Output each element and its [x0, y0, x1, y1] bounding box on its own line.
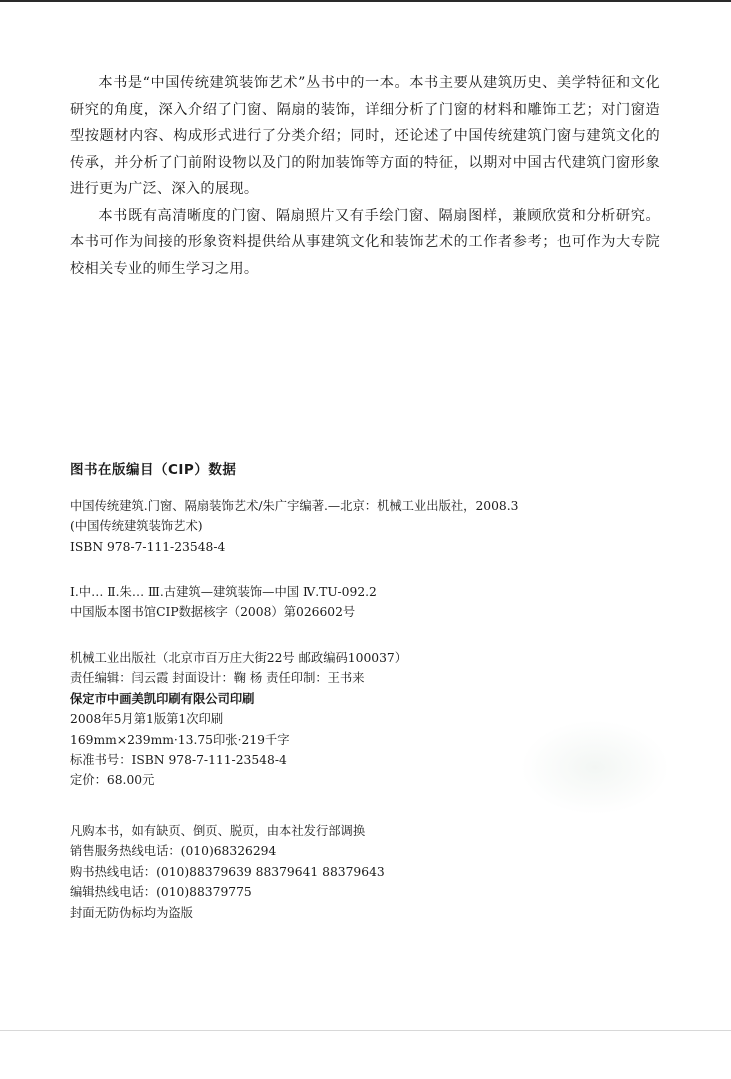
- intro-paragraph-1: 本书是“中国传统建筑装饰艺术”丛书中的一本。本书主要从建筑历史、美学特征和文化研究的角度，深入介绍了门窗、隔扇的装饰，详细分析了门窗的材料和雕饰工艺；对门窗造型按题材内容、构成形式进行了分类介绍；同时，还论述了中国传统建筑门窗与建筑文化的传承，并分析了门前附设物以及门的附加装饰等方面的特征，以期对中国古代建筑门窗形象进行更为广泛、深入的展现。: [70, 75, 660, 197]
- anti-piracy-notice-line: 封面无防伪标均为盗版: [70, 905, 193, 920]
- cip-title-line: 中国传统建筑.门窗、隔扇装饰艺术/朱广宇编著.—北京：机械工业出版社，2008.3: [70, 499, 519, 513]
- editors-line: 责任编辑：闫云霞 封面设计：鞠 杨 责任印制：王书来: [70, 671, 365, 686]
- cip-isbn-line: ISBN 978-7-111-23548-4: [70, 539, 226, 554]
- edition-line: 2008年5月第1版第1次印刷: [70, 712, 224, 727]
- purchase-hotline-line: 购书热线电话：(010)88379639 88379641 88379643: [70, 864, 385, 879]
- sales-hotline-line: 销售服务热线电话：(010)68326294: [70, 844, 277, 859]
- cip-heading: 图书在版编目（CIP）数据: [70, 462, 237, 478]
- sales-contact-info: [70, 821, 670, 923]
- top-border-rule: [0, 0, 731, 2]
- bottom-edge-rule: [0, 1030, 731, 1031]
- intro-paragraph-2: 本书既有高清晰度的门窗、隔扇照片又有手绘门窗、隔扇图样，兼顾欣赏和分析研究。本书可作为间接的形象资料提供给从事建筑文化和装饰艺术的工作者参考；也可作为大专院校相关专业的师生学习之用。: [70, 207, 660, 277]
- book-introduction: [70, 70, 660, 282]
- editorial-hotline-line: 编辑热线电话：(010)88379775: [70, 885, 252, 900]
- isbn-line: 标准书号：ISBN 978-7-111-23548-4: [70, 753, 287, 768]
- classification-record: [70, 582, 670, 623]
- subject-classification-line: Ⅰ.中… Ⅱ.朱… Ⅲ.古建筑—建筑装饰—中国 Ⅳ.TU-092.2: [70, 585, 377, 599]
- printer-line: 保定市中画美凯印刷有限公司印刷: [70, 690, 255, 706]
- price-line: 定价：68.00元: [70, 773, 155, 788]
- publisher-line: 机械工业出版社（北京市百万庄大街22号 邮政编码100037）: [70, 651, 408, 665]
- cip-number-line: 中国版本图书馆CIP数据核字（2008）第026602号: [70, 605, 356, 620]
- exchange-notice-line: 凡购本书，如有缺页、倒页、脱页，由本社发行部调换: [70, 824, 366, 838]
- cip-record: [70, 496, 670, 557]
- format-line: 169mm×239mm·13.75印张·219千字: [70, 732, 290, 747]
- faint-watermark-stamp: [520, 720, 670, 815]
- cip-series-line: (中国传统建筑装饰艺术): [70, 519, 203, 534]
